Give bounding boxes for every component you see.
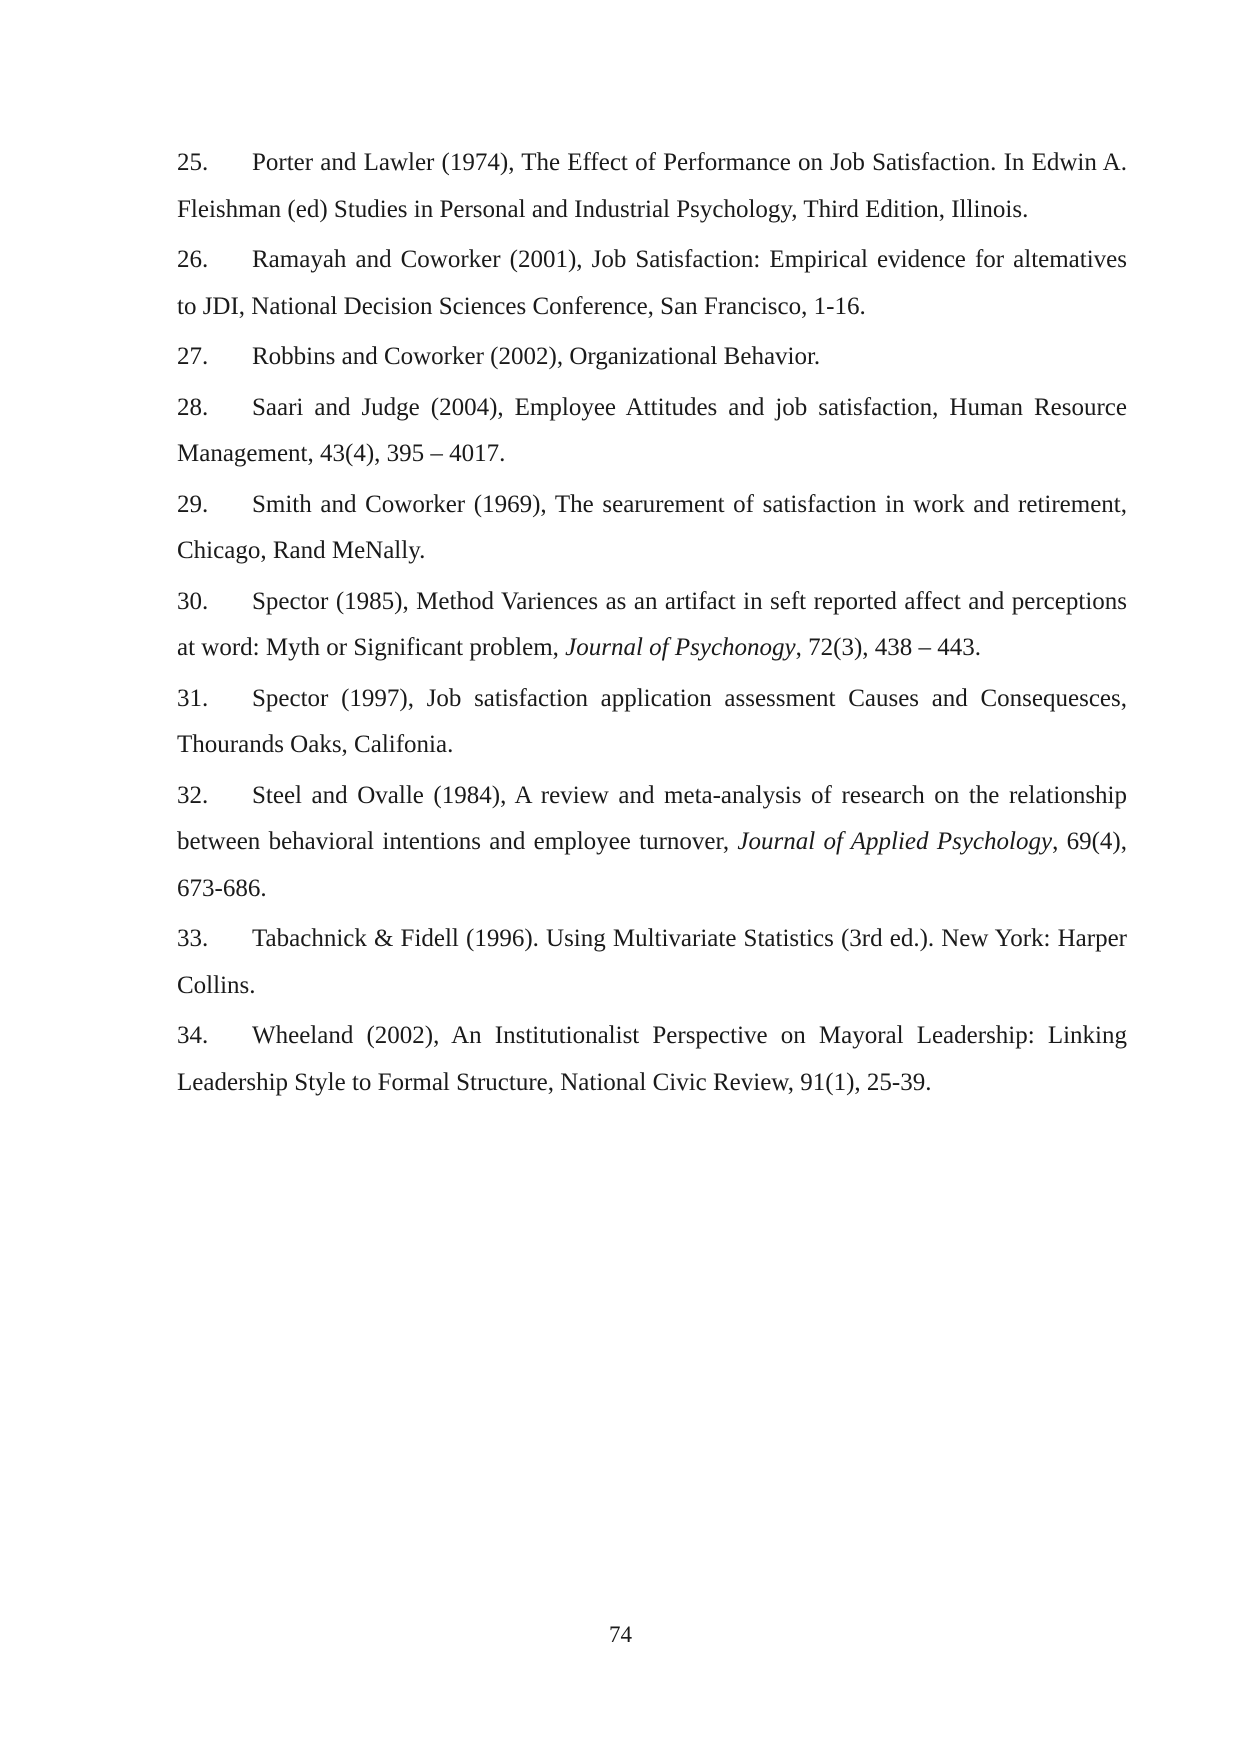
reference-number: 30. <box>177 587 209 615</box>
page-number: 74 <box>609 1622 632 1647</box>
reference-text: Spector (1997), Job satisfaction application assessment Causes and Consequesces, Thourands Oaks, Califonia. <box>177 684 1127 758</box>
reference-entry <box>177 482 1127 575</box>
reference-number: 26. <box>177 246 209 273</box>
reference-text: Saari and Judge (2004), Employee Attitudes and job satisfaction, Human Resource Management, 43(4), 395 – 4017. <box>177 393 1127 467</box>
reference-text: Smith and Coworker (1969), The searurement of satisfaction in work and retirement, Chicago, Rand MeNally. <box>177 490 1127 564</box>
reference-entry <box>177 385 1127 478</box>
reference-text: Tabachnick & Fidell (1996). Using Multivariate Statistics (3rd ed.). New York: Harper Collins. <box>177 925 1127 999</box>
reference-text: Wheeland (2002), An Institutionalist Perspective on Mayoral Leadership: Linking Leadership Style to Formal Structure, National Civic Review, 91(1), 25-39. <box>177 1022 1127 1096</box>
reference-entry <box>177 916 1127 1009</box>
reference-list <box>177 140 1127 1110</box>
reference-text: Steel and Ovalle (1984), A review and meta-analysis of research on the relationship between behavioral intentions and employee turnover, <box>177 781 1127 855</box>
reference-entry <box>177 579 1127 672</box>
reference-number: 25. <box>177 149 209 176</box>
reference-entry <box>177 773 1127 913</box>
reference-journal-title: Journal of Psychonogy <box>565 634 796 661</box>
reference-journal-title: Journal of Applied Psychology <box>737 828 1053 855</box>
reference-number: 28. <box>177 393 209 421</box>
reference-text: , 69(4), 673-686. <box>177 828 1128 902</box>
reference-entry <box>177 676 1127 769</box>
reference-number: 29. <box>177 490 209 518</box>
reference-text: Ramayah and Coworker (2001), Job Satisfaction: Empirical evidence for altematives to JDI, National Decision Sciences Conference, San Francisco, 1-16. <box>177 246 1127 320</box>
reference-entry <box>177 237 1127 330</box>
reference-text: Robbins and Coworker (2002), Organizational Behavior. <box>252 343 821 370</box>
reference-number: 31. <box>177 684 209 712</box>
reference-number: 34. <box>177 1022 209 1049</box>
reference-number: 27. <box>177 343 209 370</box>
reference-entry <box>177 334 1127 381</box>
reference-text: Porter and Lawler (1974), The Effect of Performance on Job Satisfaction. In Edwin A. Fleishman (ed) Studies in Personal and Industrial Psychology, Third Edition, Illinois. <box>177 149 1127 223</box>
reference-entry <box>177 1013 1127 1106</box>
reference-entry <box>177 140 1127 233</box>
reference-number: 33. <box>177 925 209 952</box>
reference-text: Spector (1985), Method Variences as an artifact in seft reported affect and perceptions at word: Myth or Significant problem, <box>177 587 1127 661</box>
reference-text: , 72(3), 438 – 443. <box>795 634 982 661</box>
reference-number: 32. <box>177 781 209 809</box>
